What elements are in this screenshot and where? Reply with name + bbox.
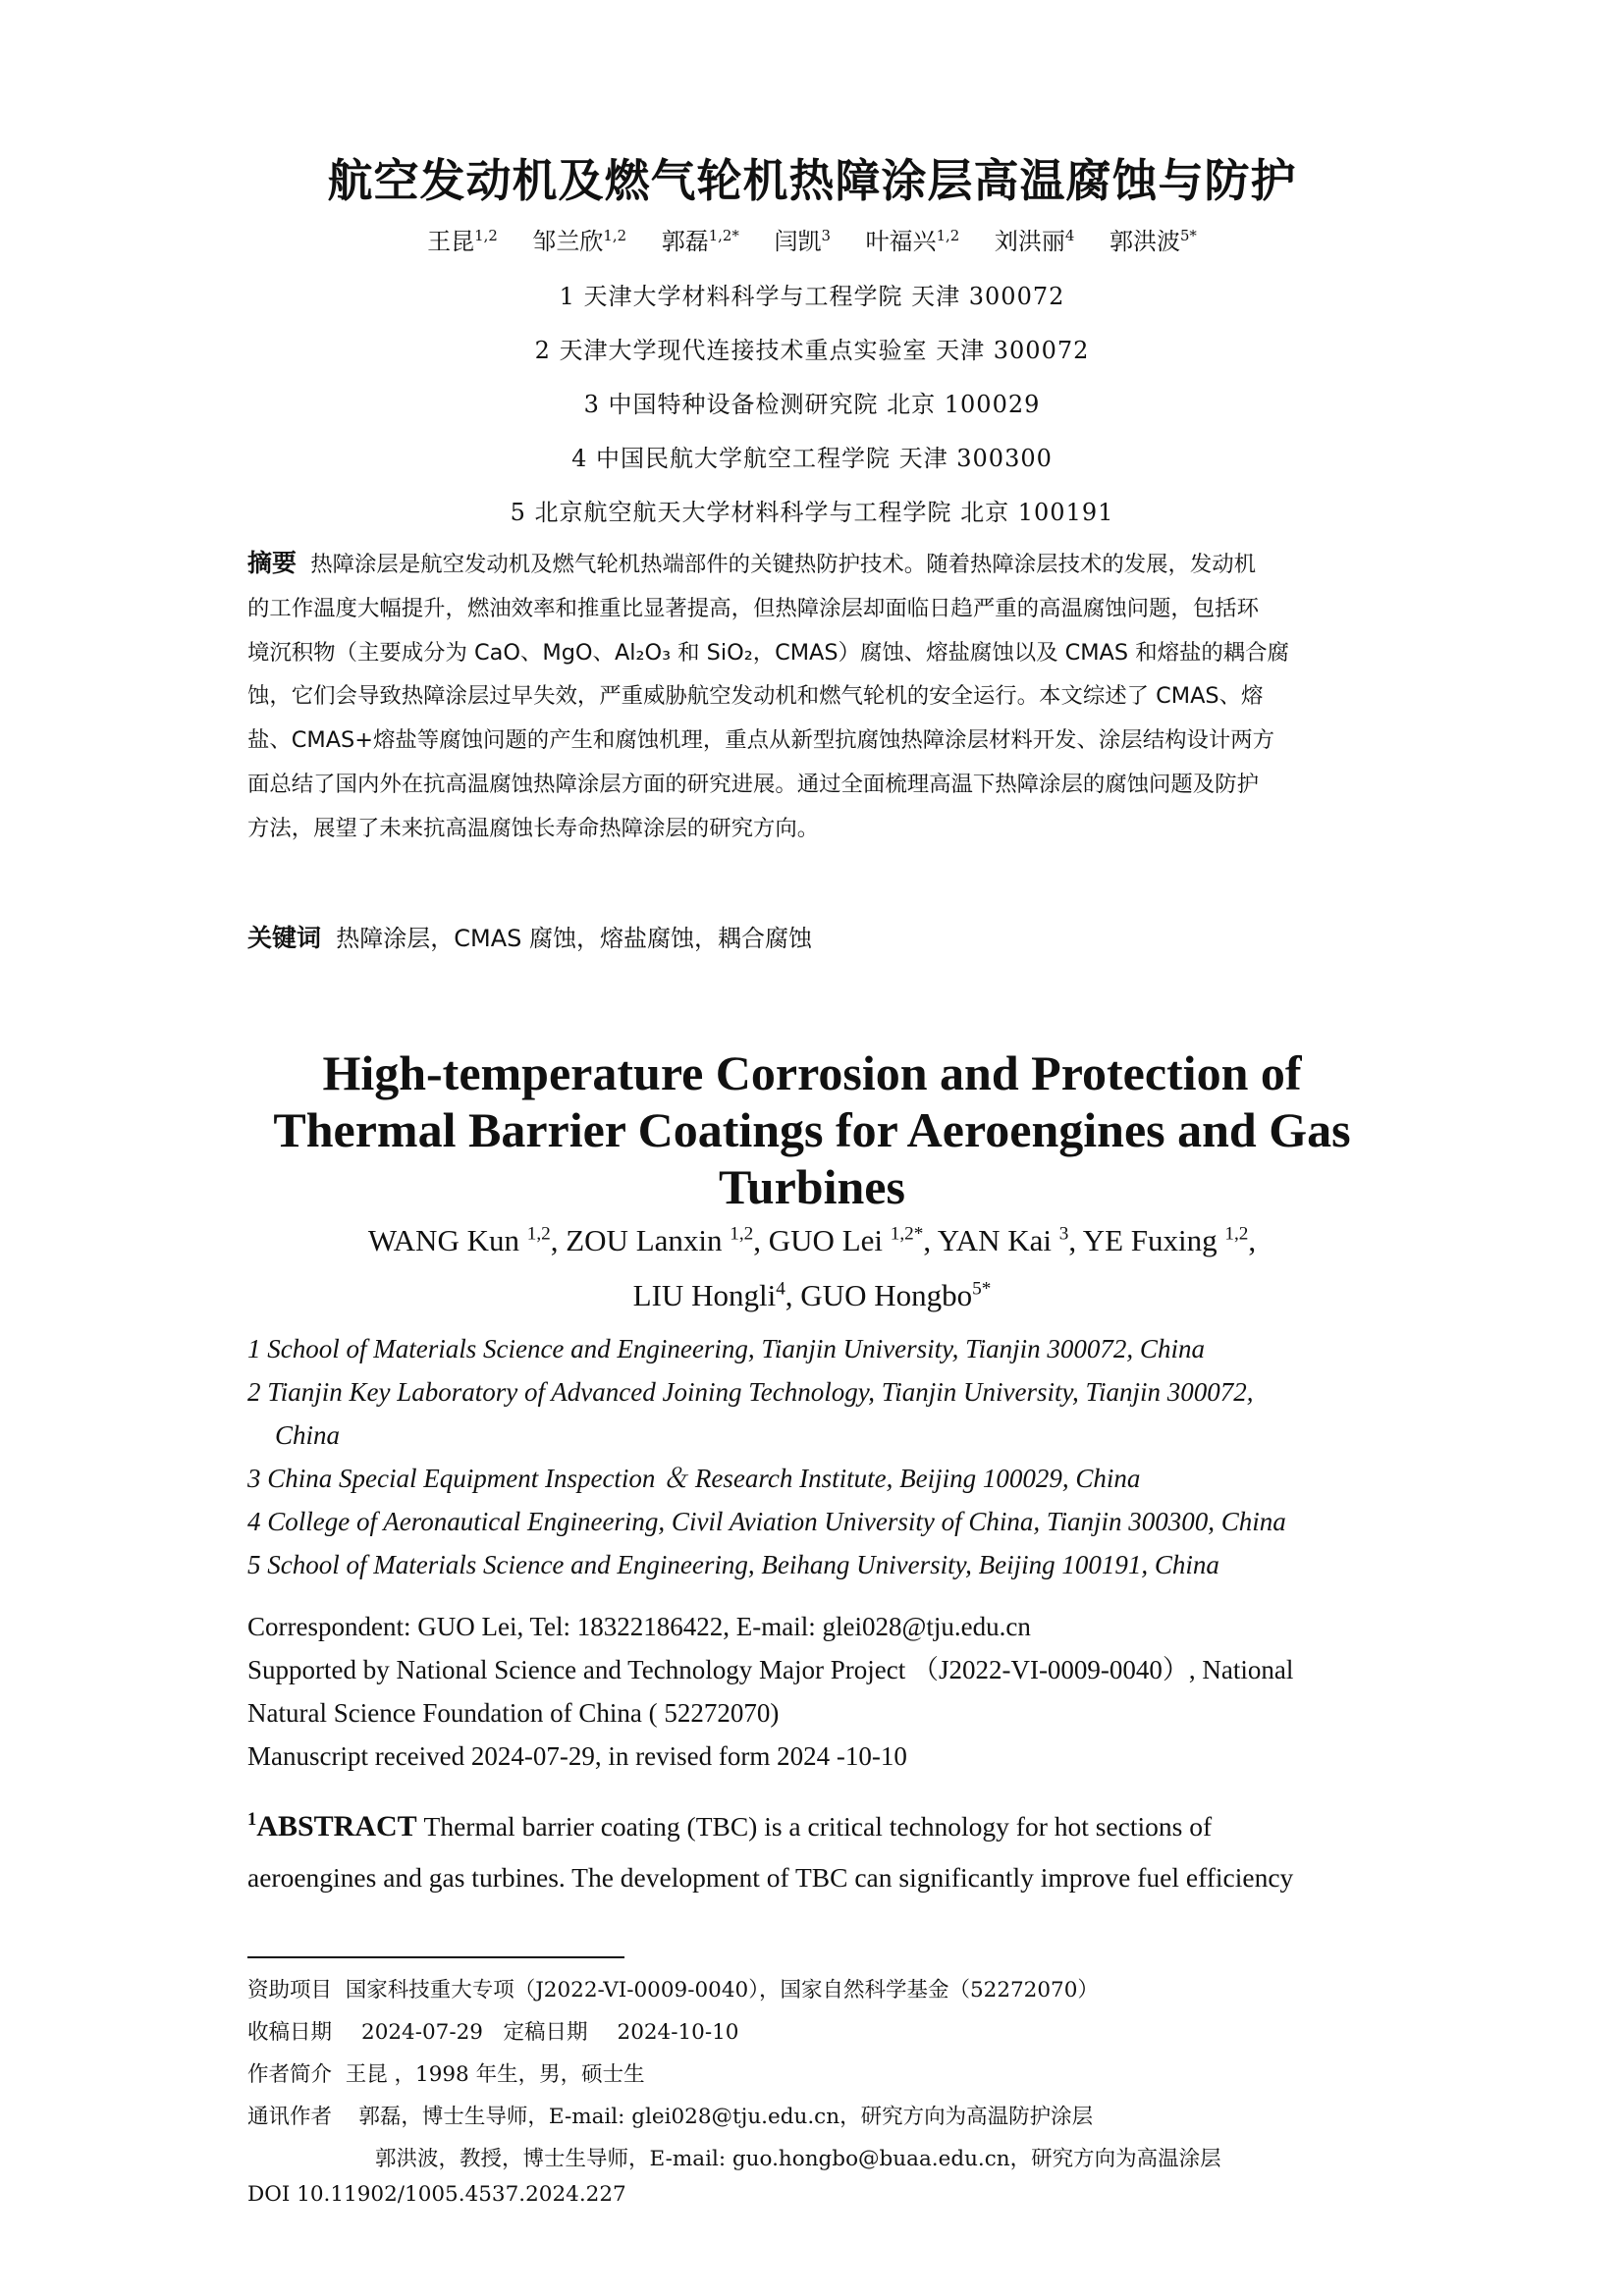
english-title-line: Thermal Barrier Coatings for Aeroengines and Gas (273, 1102, 1351, 1157)
english-author-list (0, 1278, 1624, 1313)
chinese-author: 郭磊$^{1,2*}$ (661, 227, 739, 255)
english-title-line: Turbines (719, 1159, 905, 1214)
abstract-line: 盐、CMAS+熔盐等腐蚀问题的产生和腐蚀机理，重点从新型抗腐蚀热障涂层材料开发、涂层结构设计两方 (247, 727, 1275, 754)
chinese-affiliation: 3 中国特种设备检测研究院 北京 100029 (583, 391, 1041, 418)
correspondent-line: Correspondent: GUO Lei, Tel: 18322186422, E-mail: glei028@tju.edu.cn (247, 1612, 1031, 1641)
chinese-affiliation: 4 中国民航大学航空工程学院 天津 300300 (571, 445, 1053, 472)
english-author: YE Fuxing $^{1,2}$, (1082, 1223, 1257, 1257)
english-author: ZOU Lanxin $^{1,2}$, (566, 1223, 769, 1257)
footnote-funding: 资助项目 国家科技重大专项（J2022-VI-0009-0040），国家自然科学基金（52272070） (247, 1978, 1099, 2002)
english-affiliation: 4 College of Aeronautical Engineering, Civil Aviation University of China, Tianjin 300300, China (247, 1507, 1286, 1536)
chinese-author: 郭洪波$^{5*}$ (1109, 227, 1197, 255)
english-affiliation: 5 School of Materials Science and Engineering, Beihang University, Beijing 100191, China (247, 1550, 1219, 1579)
english-affiliations (247, 1327, 1388, 1586)
chinese-abstract-label: 摘要 (247, 549, 298, 577)
english-affiliation: 1 School of Materials Science and Engineering, Tianjin University, Tianjin 300072, China (247, 1334, 1205, 1363)
chinese-author: 叶福兴$^{1,2}$ (865, 227, 960, 255)
manuscript-metadata (247, 1605, 1388, 1778)
abstract-line: 面总结了国内外在抗高温腐蚀热障涂层方面的研究进展。通过全面梳理高温下热障涂层的腐蚀问题及防护 (247, 771, 1259, 797)
chinese-affiliation: 2 天津大学现代连接技术重点实验室 天津 300072 (534, 337, 1090, 364)
english-author: GUO Hongbo$^{5*}$ (800, 1278, 992, 1312)
chinese-author-list (0, 222, 1624, 256)
abstract-line: 蚀，它们会导致热障涂层过早失效，严重威胁航空发动机和燃气轮机的安全运行。本文综述了 CMAS、熔 (247, 683, 1264, 710)
english-abstract (247, 1801, 1388, 1903)
english-author: WANG Kun $^{1,2}$, (367, 1223, 567, 1257)
chinese-author: 邹兰欣$^{1,2}$ (532, 227, 627, 255)
footnote-correspondence: 通讯作者 郭磊，博士生导师，E-mail: glei028@tju.edu.cn，研究方向为高温防护涂层 (247, 2105, 1094, 2129)
english-author: YAN Kai $^3$, (937, 1223, 1083, 1257)
funding-line: Supported by National Science and Technology Major Project （J2022-VI-0009-0040）, National (247, 1655, 1294, 1684)
abstract-line: 方法，展望了未来抗高温腐蚀长寿命热障涂层的研究方向。 (247, 815, 820, 841)
english-affiliation-continued: China (275, 1420, 341, 1450)
footnote-correspondence: 郭洪波，教授，博士生导师，E-mail: guo.hongbo@buaa.edu.cn，研究方向为高温涂层 (375, 2147, 1221, 2171)
footnote-dates: 收稿日期 2024-07-29 定稿日期 2024-10-10 (247, 2020, 739, 2045)
english-author: GUO Lei $^{1,2*}$, (768, 1223, 938, 1257)
chinese-author: 闫凯$^3$ (774, 227, 831, 255)
abstract-line: 境沉积物（主要成分为 CaO、MgO、Al₂O₃ 和 SiO₂，CMAS）腐蚀、熔盐腐蚀以及 CMAS 和熔盐的耦合腐 (247, 639, 1289, 666)
chinese-author: 刘洪丽$^4$ (994, 227, 1075, 255)
abstract-line: $^1$ABSTRACT Thermal barrier coating (TBC) is a critical technology for hot sections of (247, 1809, 1213, 1842)
chinese-author: 王昆$^{1,2}$ (427, 227, 498, 255)
abstract-line: 的工作温度大幅提升，燃油效率和推重比显著提高，但热障涂层却面临日趋严重的高温腐蚀问题，包括环 (247, 595, 1259, 621)
footnote-rule (247, 1956, 624, 1958)
english-affiliation: 3 China Special Equipment Inspection ＆ Research Institute, Beijing 100029, China (247, 1464, 1141, 1493)
english-title-line: High-temperature Corrosion and Protection of (322, 1045, 1302, 1100)
english-abstract-label: ABSTRACT (256, 1810, 417, 1842)
chinese-keywords-label: 关键词 (247, 924, 322, 952)
abstract-line: 摘要 热障涂层是航空发动机及燃气轮机热端部件的关键热防护技术。随着热障涂层技术的发展，发动机 (247, 549, 1257, 577)
abstract-line: aeroengines and gas turbines. The development of TBC can significantly improve fuel efficiency (247, 1862, 1294, 1893)
english-affiliation: 2 Tianjin Key Laboratory of Advanced Joining Technology, Tianjin University, Tianjin 300072, (247, 1377, 1254, 1407)
chinese-affiliation: 5 北京航空航天大学材料科学与工程学院 北京 100191 (510, 499, 1114, 526)
footnotes (247, 1973, 1388, 2213)
chinese-keywords: 关键词 热障涂层，CMAS 腐蚀，熔盐腐蚀，耦合腐蚀 (247, 924, 813, 952)
english-title (0, 1044, 1624, 1215)
footnote-author: 作者简介 王昆 ，1998 年生，男，硕士生 (247, 2062, 645, 2087)
received-line: Manuscript received 2024-07-29, in revised form 2024 -10-10 (247, 1741, 907, 1771)
chinese-abstract (247, 542, 1388, 851)
chinese-title: 航空发动机及燃气轮机热障涂层高温腐蚀与防护 (327, 154, 1297, 207)
funding-line: Natural Science Foundation of China ( 52272070) (247, 1698, 780, 1728)
english-author: LIU Hongli$^4$, (632, 1278, 801, 1312)
doi: DOI 10.11902/1005.4537.2024.227 (247, 2182, 626, 2207)
chinese-affiliation: 1 天津大学材料科学与工程学院 天津 300072 (559, 283, 1065, 310)
english-author-list (0, 1223, 1624, 1258)
